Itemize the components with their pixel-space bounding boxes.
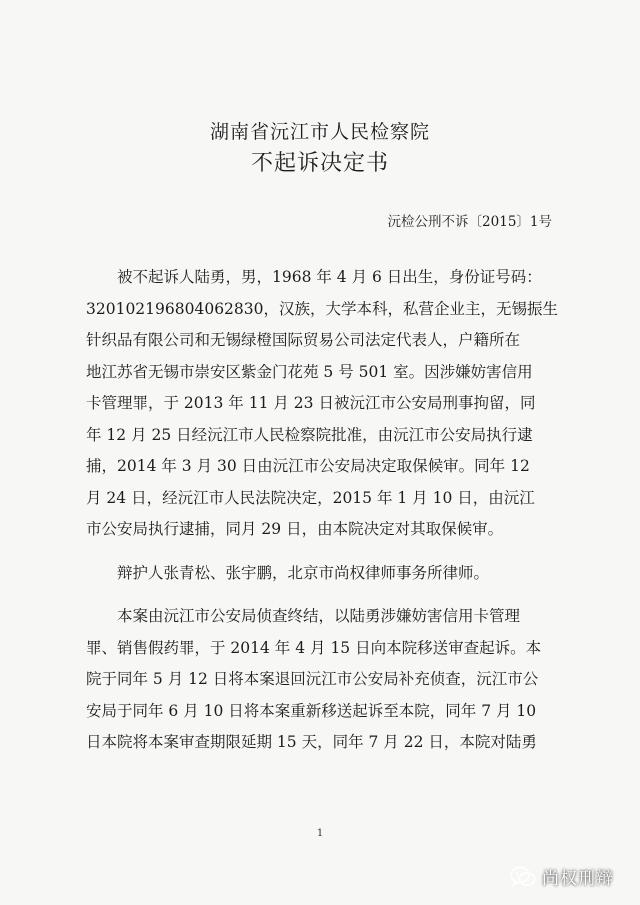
issuing-organization: 湖南省沅江市人民检察院 [209, 121, 430, 143]
text-line: 本案由沅江市公安局侦查终结，以陆勇涉嫌妨害信用卡管理 [86, 607, 521, 625]
paragraph-case-history [86, 601, 558, 759]
text-line: 卡管理罪，于 2013 年 11 月 23 日被沅江市公安局刑事拘留，同 [86, 394, 536, 412]
watermark [510, 864, 614, 889]
document-body [86, 262, 558, 759]
paragraph-spacer [86, 546, 558, 558]
document-number: 沅检公刑不诉〔2015〕1号 [387, 214, 552, 230]
paragraph-defendant [86, 262, 558, 546]
watermark-text: 尚权刑辩 [542, 869, 614, 889]
text-line: 年 12 月 25 日经沅江市人民检察院批准，由沅江市公安局执行逮 [86, 425, 533, 444]
text-line: 月 24 日，经沅江市人民法院决定，2015 年 1 月 10 日，由沅江 [86, 488, 535, 507]
text-line: 罪、销售假药罪，于 2014 年 4 月 15 日向本院移送审查起诉。本 [86, 638, 542, 657]
text-line: 辩护人张青松、张宇鹏，北京市尚权律师事务所律师。 [86, 563, 490, 582]
page-number: 1 [316, 828, 324, 839]
text-line: 320102196804062830，汉族，大学本科，私营企业主，无锡振生 [86, 299, 559, 318]
text-line: 日本院将本案审查期限延期 15 天，同年 7 月 22 日，本院对陆勇 [86, 733, 537, 751]
text-line: 被不起诉人陆勇，男，1968 年 4 月 6 日出生，身份证号码： [86, 268, 542, 286]
document-title: 不起诉决定书 [250, 151, 389, 176]
text-line: 针织品有限公司和无锡绿橙国际贸易公司法定代表人，户籍所在 [86, 331, 521, 349]
wechat-icon [510, 866, 536, 888]
text-line: 市公安局执行逮捕，同月 29 日，由本院决定对其取保候审。 [86, 520, 504, 538]
paragraph-defense-counsel [86, 558, 558, 590]
text-line: 安局于同年 6 月 10 日将本案重新移送起诉至本院，同年 7 月 10 [86, 701, 537, 720]
text-line: 捕，2014 年 3 月 30 日由沅江市公安局决定取保候审。同年 12 [86, 457, 530, 475]
text-line: 地江苏省无锡市崇安区紫金门花苑 5 号 501 室。因涉嫌妨害信用 [86, 362, 533, 381]
text-line: 院于同年 5 月 12 日将本案退回沅江市公安局补充侦查，沅江市公 [86, 670, 539, 688]
paragraph-spacer [86, 589, 558, 601]
